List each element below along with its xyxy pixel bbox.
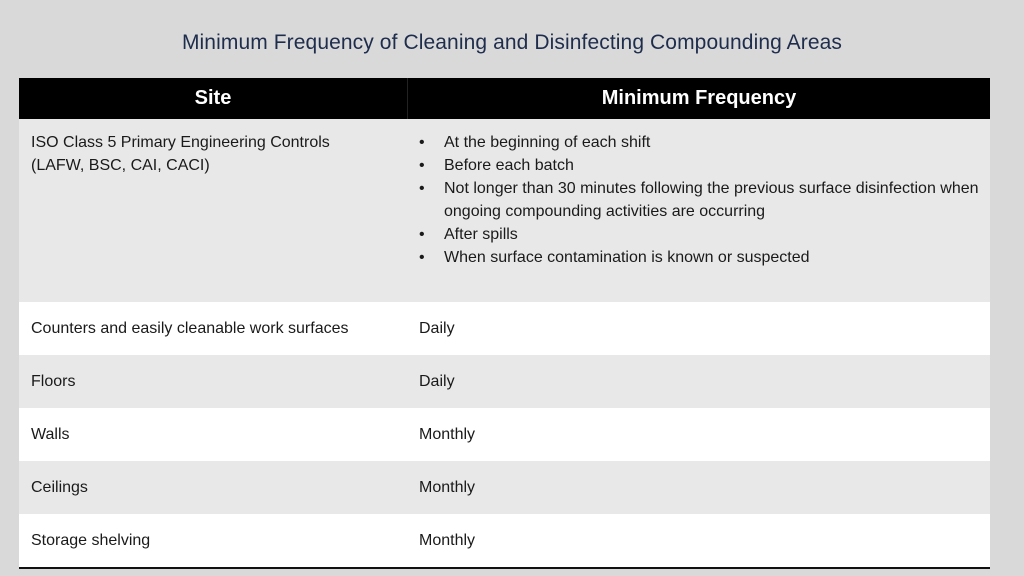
bullet-icon: • <box>419 180 425 197</box>
header-site: Site <box>19 78 408 119</box>
bullet-icon: • <box>419 134 425 151</box>
frequency-cell: Daily <box>419 372 455 390</box>
list-item <box>419 223 990 246</box>
site-cell: Counters and easily cleanable work surfaces <box>31 319 349 337</box>
frequency-cell: Monthly <box>419 478 476 496</box>
bullet-text: After spills <box>444 226 518 243</box>
list-item <box>419 154 990 177</box>
table-row <box>19 461 990 514</box>
table-row <box>19 514 990 567</box>
header-frequency: Minimum Frequency <box>601 87 797 109</box>
frequency-cell: Daily <box>419 319 455 337</box>
frequency-bullet-list <box>419 131 990 269</box>
site-cell: Floors <box>31 372 76 390</box>
bullet-text: Not longer than 30 minutes following the previous surface disinfection when ongoing compounding activities are occurring <box>444 180 979 220</box>
table-row <box>19 119 990 302</box>
table-row <box>19 302 990 355</box>
frequency-cell: Monthly <box>419 531 476 549</box>
site-cell: Walls <box>31 425 70 443</box>
table-header <box>19 78 990 119</box>
site-line: (LAFW, BSC, CAI, CACI) <box>31 157 210 174</box>
bullet-text: At the beginning of each shift <box>444 134 651 151</box>
bullet-text: Before each batch <box>444 157 574 174</box>
bullet-icon: • <box>419 249 425 266</box>
bullet-icon: • <box>419 157 425 174</box>
table-row <box>19 408 990 461</box>
site-cell: Storage shelving <box>31 531 151 549</box>
bullet-text: When surface contamination is known or suspected <box>444 249 810 266</box>
list-item <box>419 246 990 269</box>
slide-title: Minimum Frequency of Cleaning and Disinfecting Compounding Areas <box>181 31 843 54</box>
site-cell: Ceilings <box>31 478 88 496</box>
table-row <box>19 355 990 408</box>
list-item <box>419 131 990 154</box>
list-item <box>419 177 990 223</box>
bullet-icon: • <box>419 226 425 243</box>
frequency-table <box>19 78 990 569</box>
site-cell <box>19 119 407 302</box>
frequency-cell: Monthly <box>419 425 476 443</box>
site-line: ISO Class 5 Primary Engineering Controls <box>31 134 330 151</box>
frequency-cell <box>407 119 990 302</box>
